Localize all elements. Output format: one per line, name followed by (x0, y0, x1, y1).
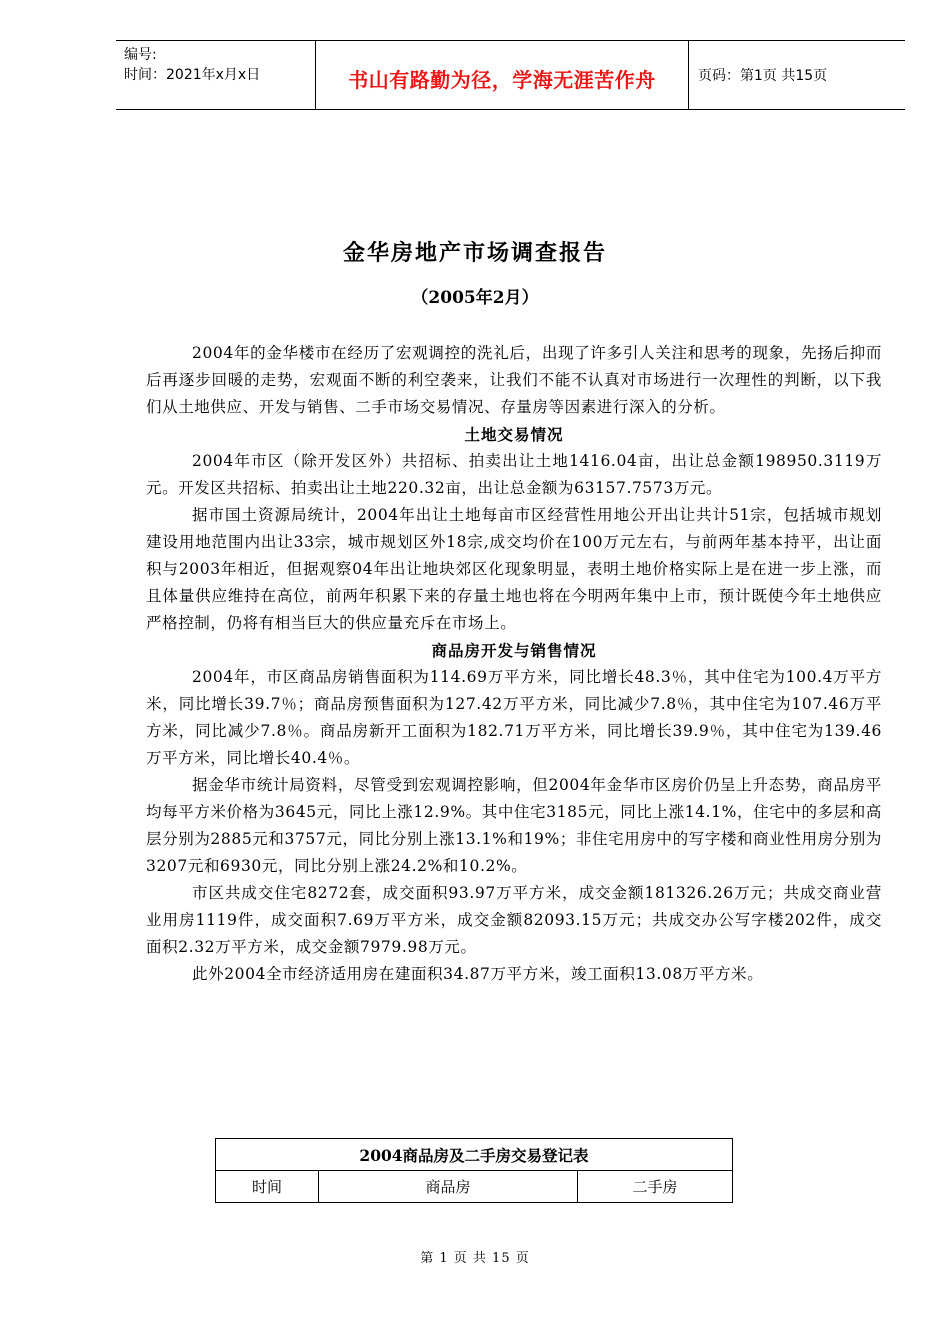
land-paragraph-1: 2004年市区（除开发区外）共招标、拍卖出让土地1416.04亩，出让总金额198950.3119万元。开发区共招标、拍卖出让土地220.32亩，出让总金额为63157.7573万元。 (146, 452, 882, 497)
document-subtitle: （2005年2月） (411, 288, 539, 308)
serial-label: 编号: (124, 47, 157, 63)
sales-paragraph-2: 据金华市统计局资料，尽管受到宏观调控影响，但2004年金华市区房价仍呈上升态势，商品房平均每平方米价格为3645元，同比上涨12.9%。其中住宅3185元，同比上涨14.1%，住宅中的多层和高层分别为2885元和3757元，同比分别上涨13.1%和19%；非住宅用房中的写字楼和商业性用房分别为3207元和6930元，同比分别上涨24.2%和10.2%。 (146, 776, 882, 875)
table-title: 2004商品房及二手房交易登记表 (216, 1139, 733, 1171)
header-page-info: 页码：第1页 共15页 (698, 68, 828, 84)
header-motto-cell (316, 41, 689, 109)
page-header (116, 40, 905, 110)
document-body (146, 340, 882, 988)
section-heading-sales: 商品房开发与销售情况 (431, 641, 597, 660)
section-heading-land: 土地交易情况 (464, 425, 564, 444)
header-motto: 书山有路勤为径，学海无涯苦作舟 (348, 68, 656, 92)
document-title: 金华房地产市场调查报告 (342, 240, 607, 266)
time-label: 时间：2021年x月x日 (124, 67, 261, 83)
page-footer: 第 1 页 共 15 页 (420, 1251, 530, 1266)
transaction-table (215, 1138, 733, 1203)
intro-paragraph: 2004年的金华楼市在经历了宏观调控的洗礼后，出现了许多引人关注和思考的现象，先扬后抑而后再逐步回暖的走势，宏观面不断的利空袭来，让我们不能不认真对市场进行一次理性的判断，以下我们从土地供应、开发与销售、二手市场交易情况、存量房等因素进行深入的分析。 (146, 344, 882, 416)
sales-paragraph-3: 市区共成交住宅8272套，成交面积93.97万平方米，成交金额181326.26万元；共成交商业营业用房1119件，成交面积7.69万平方米，成交金额82093.15万元；共成交办公写字楼202件，成交面积2.32万平方米，成交金额7979.98万元。 (146, 884, 882, 956)
sales-paragraph-1: 2004年，市区商品房销售面积为114.69万平方米，同比增长48.3％，其中住宅为100.4万平方米，同比增长39.7％；商品房预售面积为127.42万平方米，同比减少7.8％，其中住宅为107.46万平方米，同比减少7.8％。商品房新开工面积为182.71万平方米，同比增长39.9％，其中住宅为139.46万平方米，同比增长40.4％。 (146, 668, 882, 767)
table-header-time: 时间 (216, 1171, 319, 1203)
table-header-new-homes: 商品房 (319, 1171, 578, 1203)
header-meta-cell (116, 41, 316, 109)
header-page-cell (690, 41, 905, 109)
table-header-second-hand: 二手房 (578, 1171, 733, 1203)
sales-paragraph-4: 此外2004全市经济适用房在建面积34.87万平方米，竣工面积13.08万平方米。 (192, 965, 764, 983)
land-paragraph-2: 据市国土资源局统计，2004年出让土地每亩市区经营性用地公开出让共计51宗，包括城市规划建设用地范围内出让33宗，城市规划区外18宗,成交均价在100万元左右，与前两年基本持平，出让面积与2003年相近，但据观察04年出让地块郊区化现象明显，表明土地价格实际上是在进一步上涨，而且体量供应维持在高位，前两年积累下来的存量土地也将在今明两年集中上市，预计既使今年土地供应严格控制，仍将有相当巨大的供应量充斥在市场上。 (146, 506, 882, 632)
